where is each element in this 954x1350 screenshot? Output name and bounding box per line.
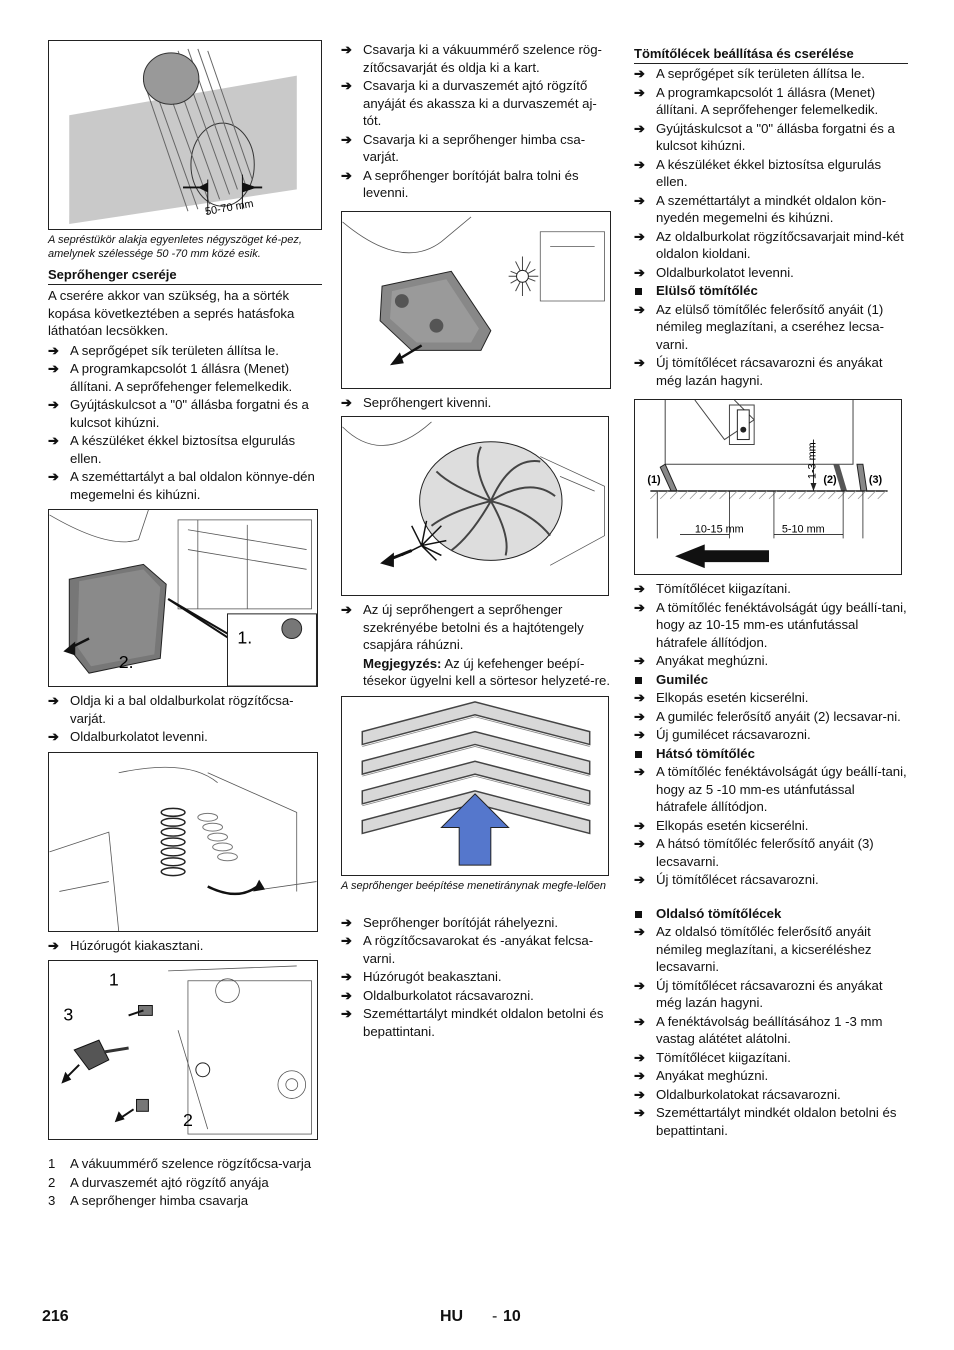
step: ➔ Új tömítőlécet rácsavarozni és anyákat még lazán hagyni. [634, 977, 883, 1010]
step: ➔ A programkapcsolót 1 állásra (Menet) állítani. A seprőfehenger felemelkedik. [48, 361, 293, 394]
arrow-icon: ➔ [48, 397, 59, 412]
arrow-icon: ➔ [634, 228, 645, 244]
side-cover-illustration [49, 510, 317, 686]
arrow-icon: ➔ [634, 1086, 645, 1102]
square-bullet-icon [634, 745, 656, 763]
tension-spring-illustration [49, 753, 317, 931]
arrow-icon: ➔ [634, 301, 645, 317]
step: ➔ A programkapcsolót 1 állásra (Menet) állítani. A seprőfehenger felemelkedik. [634, 84, 879, 117]
arrow-icon: ➔ [634, 1105, 645, 1120]
arrow-icon: ➔ [634, 727, 645, 742]
arrow-icon: ➔ [341, 131, 352, 147]
callout-label: (1) [647, 474, 661, 487]
arrow-icon: ➔ [341, 987, 352, 1003]
step: ➔ Elkopás esetén kicserélni. [634, 690, 809, 705]
subheading: Hátsó tömítőléc [634, 745, 908, 763]
side-cover-figure [48, 509, 318, 687]
arrow-icon: ➔ [634, 1049, 645, 1065]
step: ➔ Új gumilécet rácsavarozni. [634, 727, 811, 742]
step: ➔ Gyújtáskulcsot a "0" állásba forgatni és a kulcsot kihúzni. [634, 120, 895, 153]
step: ➔ A tömítőléc fenéktávolságát úgy beállí-tani, hogy az 10-15 mm-es utánfutással hátrafele állítódjon. [634, 599, 907, 650]
square-bullet-icon [634, 282, 656, 300]
fixing-bolts-illustration [49, 961, 317, 1139]
step: ➔ A seprőhenger borítóját balra tolni és levenni. [341, 167, 579, 200]
legend-item: 3 A seprőhenger himba csavarja [48, 1193, 249, 1208]
brush-roller-illustration [49, 41, 321, 229]
column-3 [634, 40, 908, 1140]
step: ➔ Oldalburkolatot levenni. [48, 729, 208, 744]
width-label: 50-70 mm [204, 197, 255, 219]
step-number: 1. [237, 627, 253, 648]
arrow-icon: ➔ [634, 690, 645, 705]
arrow-icon: ➔ [634, 817, 645, 833]
brush-removal-illustration [342, 417, 608, 595]
callout-number: 1 [108, 969, 119, 990]
arrow-icon: ➔ [634, 599, 645, 615]
step: ➔ Oldja ki a bal oldalburkolat rögzítőcsa-varját. [48, 693, 294, 726]
arrow-icon: ➔ [341, 78, 352, 93]
arrow-icon: ➔ [634, 66, 645, 81]
step: ➔ Tömítőlécet kiigazítani. [634, 581, 791, 596]
step: ➔ Húzórugót beakasztani. [341, 969, 502, 984]
step: ➔ Húzórugót kiakasztani. [48, 937, 204, 953]
language-code: HU [440, 1308, 464, 1325]
page-number: 216 [42, 1308, 69, 1325]
legend-item: 2 A durvaszemét ajtó rögzítő anyája [48, 1174, 269, 1190]
arrow-icon: ➔ [634, 653, 645, 668]
legend-list [48, 1155, 322, 1210]
step: ➔ A készüléket ékkel biztosítsa elgurulás ellen. [48, 433, 296, 466]
figure-caption: A seprőhenger beépítése menetiránynak megfe-lelően [341, 879, 606, 892]
arrow-icon: ➔ [634, 836, 645, 851]
arrow-icon: ➔ [634, 264, 645, 280]
section-page-number: 10 [503, 1308, 521, 1325]
arrow-icon: ➔ [634, 708, 645, 724]
square-bullet-icon [634, 671, 656, 689]
note-text: Az új kefehenger beépí-tésekor ügyelni kell a sörtesor helyzeté-re. [363, 655, 611, 688]
spring-figure [48, 752, 318, 932]
callout-label: (2) [823, 474, 837, 487]
note-label: Megjegyzés: [363, 655, 442, 671]
subheading: Elülső tömítőléc [634, 282, 908, 300]
arrow-icon: ➔ [48, 342, 59, 358]
callout-number: 2 [183, 1110, 193, 1131]
arrow-icon: ➔ [634, 84, 645, 100]
step: ➔ Az új seprőhengert a seprőhenger szekrényébe betolni és a hajtótengely csapjára ráhúzni. [341, 602, 584, 652]
arrow-icon: ➔ [48, 361, 59, 376]
note [341, 655, 613, 690]
step: ➔ Szeméttartályt mindkét oldalon betolni és bepattintani. [341, 1006, 604, 1039]
bristle-direction-illustration [342, 697, 608, 875]
figure-caption: A sepréstükör alakja egyenletes négyszöget ké-pez, amelynek szélessége 50 -70 mm közé esik. [48, 234, 302, 260]
brush-removal-figure [341, 416, 609, 596]
step: ➔ A tömítőléc fenéktávolságát úgy beállí-tani, hogy az 5 -10 mm-es utánfutással hátrafele állítódjon. [634, 764, 907, 814]
arrow-icon: ➔ [341, 933, 352, 948]
step: ➔ Oldalburkolatot levenni. [634, 264, 794, 280]
arrow-icon: ➔ [48, 469, 59, 484]
bolts-figure [48, 960, 318, 1140]
step: ➔ Anyákat meghúzni. [634, 1068, 769, 1083]
step: ➔ Az elülső tömítőléc felerősítő anyáit (1) némileg meglazítani, a cseréhez lecsa-varni. [634, 301, 884, 352]
intro-text: A cserére akkor van szükség, ha a sörték kopása következtében a seprés hatásfoka láthatóan lecsökken. [48, 288, 295, 338]
step: ➔ Elkopás esetén kicserélni. [634, 817, 809, 833]
step: ➔ Az oldalburkolat rögzítőcsavarjait mind-két oldalon kioldani. [634, 228, 904, 261]
dimension-label: 10-15 mm [694, 523, 744, 536]
step: ➔ Anyákat meghúzni. [634, 653, 769, 668]
arrow-icon: ➔ [634, 120, 645, 136]
arrow-icon: ➔ [341, 42, 352, 57]
step: ➔ A készüléket ékkel biztosítsa elgurulás ellen. [634, 156, 882, 189]
step: ➔ Szeméttartályt mindkét oldalon betolni és bepattintani. [634, 1105, 897, 1138]
arrow-icon: ➔ [48, 937, 59, 953]
arrow-icon: ➔ [634, 924, 645, 939]
footer-separator: - [492, 1308, 498, 1325]
arrow-icon: ➔ [634, 872, 645, 887]
arrow-icon: ➔ [634, 1013, 645, 1029]
step: ➔ A rögzítőcsavarokat és -anyákat felcsa-varni. [341, 933, 594, 966]
step: ➔ A seprőgépet sík területen állítsa le. [634, 66, 865, 81]
step: ➔ A szeméttartályt a bal oldalon könnye-dén megemelni és kihúzni. [48, 469, 315, 502]
callout-label: (3) [868, 474, 883, 487]
step: ➔ Csavarja ki a durvaszemét ajtó rögzítő anyáját és akassza ki a durvaszemét aj-tót. [341, 78, 597, 128]
step-number: 2. [118, 652, 134, 673]
step: ➔ Csavarja ki a vákuummérő szelence rög-zítőcsavarját és oldja ki a kart. [341, 42, 602, 75]
square-bullet-icon [634, 905, 656, 923]
arrow-icon: ➔ [341, 914, 352, 930]
step: ➔ A fenéktávolság beállításához 1 -3 mm vastag alátétet alátolni. [634, 1013, 883, 1046]
arrow-icon: ➔ [341, 969, 352, 984]
step: ➔ Gyújtáskulcsot a "0" állásba forgatni és a kulcsot kihúzni. [48, 397, 309, 430]
brush-cover-figure [341, 211, 611, 389]
column-2 [341, 40, 613, 1041]
column-1 [48, 40, 322, 1211]
seal-strip-figure [634, 399, 902, 575]
arrow-icon: ➔ [634, 977, 645, 993]
brush-cover-illustration [342, 212, 610, 388]
step: ➔ Oldalburkolatokat rácsavarozni. [634, 1086, 841, 1102]
arrow-icon: ➔ [634, 192, 645, 208]
arrow-icon: ➔ [48, 433, 59, 448]
step: ➔ A szeméttartályt a mindkét oldalon kön-nyedén megemelni és kihúzni. [634, 192, 887, 225]
step: ➔ Új tömítőlécet rácsavarozni és anyákat még lazán hagyni. [634, 355, 883, 388]
legend-item: 1 A vákuummérő szelence rögzítőcsa-varja [48, 1156, 312, 1171]
arrow-icon: ➔ [634, 581, 645, 596]
dimension-label: 5-10 mm [781, 523, 825, 536]
subheading: Oldalsó tömítőlécek [634, 905, 908, 923]
arrow-icon: ➔ [634, 764, 645, 779]
step: ➔ Oldalburkolatot rácsavarozni. [341, 987, 534, 1003]
arrow-icon: ➔ [48, 729, 59, 744]
step: ➔ Tömítőlécet kiigazítani. [634, 1049, 791, 1065]
arrow-icon: ➔ [48, 693, 59, 708]
arrow-icon: ➔ [634, 355, 645, 370]
step: ➔ A seprőgépet sík területen állítsa le. [48, 342, 279, 358]
section-title: Tömítőlécek beállítása és cserélése [634, 46, 908, 64]
step: ➔ Az oldalsó tömítőléc felerősítő anyáit némileg meglazítani, a kicseréléshez lecsavarni. [634, 924, 872, 974]
seal-strip-diagram [635, 400, 901, 574]
callout-number: 3 [63, 1004, 74, 1025]
step: ➔ Seprőhengert kivenni. [341, 394, 492, 410]
arrow-icon: ➔ [634, 156, 645, 172]
step: ➔ Csavarja ki a seprőhenger himba csa-varját. [341, 131, 586, 164]
bristle-direction-figure [341, 696, 609, 876]
sweep-pattern-figure [48, 40, 322, 230]
arrow-icon: ➔ [634, 1068, 645, 1083]
arrow-icon: ➔ [341, 167, 352, 183]
dimension-label: 1-3 mm [806, 442, 819, 480]
arrow-icon: ➔ [341, 602, 352, 617]
step-list [48, 342, 322, 504]
arrow-icon: ➔ [341, 394, 352, 410]
step: ➔ Új tömítőlécet rácsavarozni. [634, 872, 819, 887]
step: ➔ A hátsó tömítőléc felerősítő anyáit (3) lecsavarni. [634, 836, 874, 869]
step: ➔ Seprőhenger borítóját ráhelyezni. [341, 914, 559, 930]
section-title: Seprőhenger cseréje [48, 267, 322, 285]
subheading: Gumiléc [634, 671, 908, 689]
step: ➔ A gumiléc felerősítő anyáit (2) lecsavar-ni. [634, 708, 901, 724]
arrow-icon: ➔ [341, 1006, 352, 1021]
